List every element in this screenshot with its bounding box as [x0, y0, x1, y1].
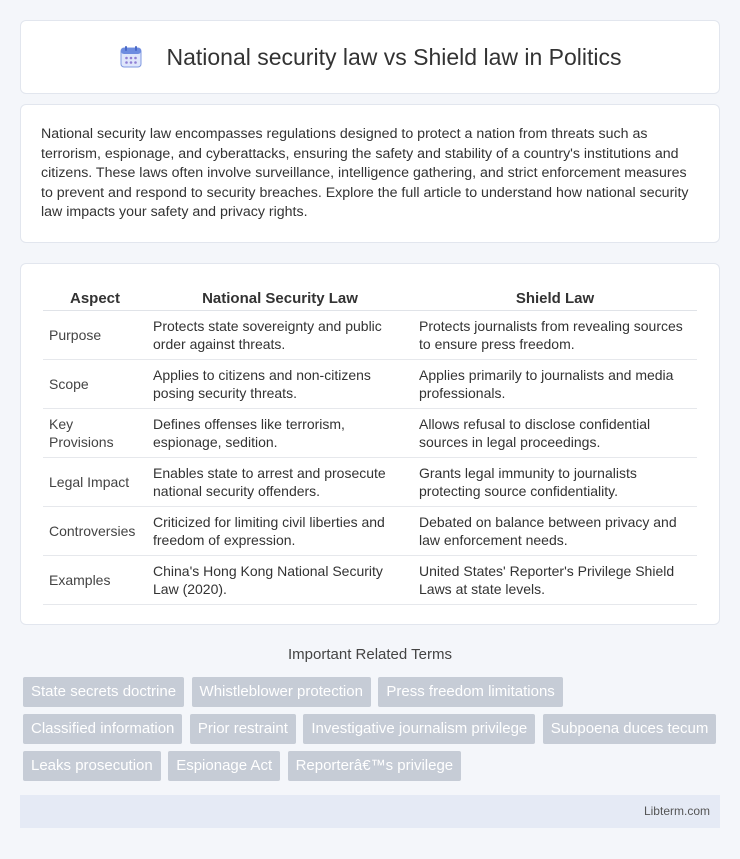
row-aspect: Purpose [43, 311, 147, 360]
row-national-security: Protects state sovereignty and public order against threats. [147, 311, 413, 360]
row-aspect: Examples [43, 556, 147, 605]
intro-card [20, 104, 720, 243]
title-card [20, 20, 720, 94]
page-title: National security law vs Shield law in Politics [166, 43, 622, 70]
row-national-security: Enables state to arrest and prosecute national security offenders. [147, 458, 413, 507]
row-shield: United States' Reporter's Privilege Shield Laws at state levels. [413, 556, 697, 605]
table-row [43, 556, 697, 605]
related-term-tag[interactable]: Classified information [23, 714, 182, 744]
table-row [43, 360, 697, 409]
row-shield: Protects journalists from revealing sources to ensure press freedom. [413, 311, 697, 360]
table-row [43, 458, 697, 507]
table-row [43, 311, 697, 360]
header-aspect: Aspect [43, 284, 147, 311]
related-term-tag[interactable]: Whistleblower protection [192, 677, 371, 707]
table-row [43, 507, 697, 556]
intro-text: National security law encompasses regulations designed to protect a nation from threats such as terrorism, espionage, and cyberattacks, ensuring the safety and stability of a country's institutions and citizens. These laws often involve surveillance, intelligence gathering, and strict enforcement measures to prevent and respond to security breaches. Explore the full article to understand how national security law impacts your safety and privacy rights. [41, 126, 689, 220]
related-terms-list [23, 677, 723, 788]
header-shield-law: Shield Law [413, 284, 697, 311]
row-national-security: Criticized for limiting civil liberties and freedom of expression. [147, 507, 413, 556]
related-term-tag[interactable]: Reporterâ€™s privilege [288, 751, 462, 781]
row-shield: Applies primarily to journalists and media professionals. [413, 360, 697, 409]
header-national-security-law: National Security Law [147, 284, 413, 311]
row-aspect: Key Provisions [43, 409, 147, 458]
table-header-row [43, 284, 697, 311]
row-shield: Grants legal immunity to journalists protecting source confidentiality. [413, 458, 697, 507]
row-aspect: Controversies [43, 507, 147, 556]
footer [20, 795, 720, 828]
row-shield: Allows refusal to disclose confidential sources in legal proceedings. [413, 409, 697, 458]
related-term-tag[interactable]: Investigative journalism privilege [303, 714, 535, 744]
row-national-security: Defines offenses like terrorism, espionage, sedition. [147, 409, 413, 458]
row-national-security: China's Hong Kong National Security Law (2020). [147, 556, 413, 605]
related-term-tag[interactable]: Subpoena duces tecum [543, 714, 717, 744]
related-term-tag[interactable]: Prior restraint [190, 714, 296, 744]
row-shield: Debated on balance between privacy and law enforcement needs. [413, 507, 697, 556]
row-aspect: Scope [43, 360, 147, 409]
row-aspect: Legal Impact [43, 458, 147, 507]
related-terms-title: Important Related Terms [288, 646, 452, 663]
row-national-security: Applies to citizens and non-citizens posing security threats. [147, 360, 413, 409]
related-term-tag[interactable]: Press freedom limitations [378, 677, 562, 707]
table-row [43, 409, 697, 458]
footer-site-link[interactable]: Libterm.com [643, 804, 710, 818]
related-term-tag[interactable]: State secrets doctrine [23, 677, 184, 707]
comparison-table [43, 284, 697, 605]
calendar-icon [118, 44, 144, 70]
related-term-tag[interactable]: Leaks prosecution [23, 751, 161, 781]
related-term-tag[interactable]: Espionage Act [168, 751, 280, 781]
comparison-table-card [20, 263, 720, 625]
